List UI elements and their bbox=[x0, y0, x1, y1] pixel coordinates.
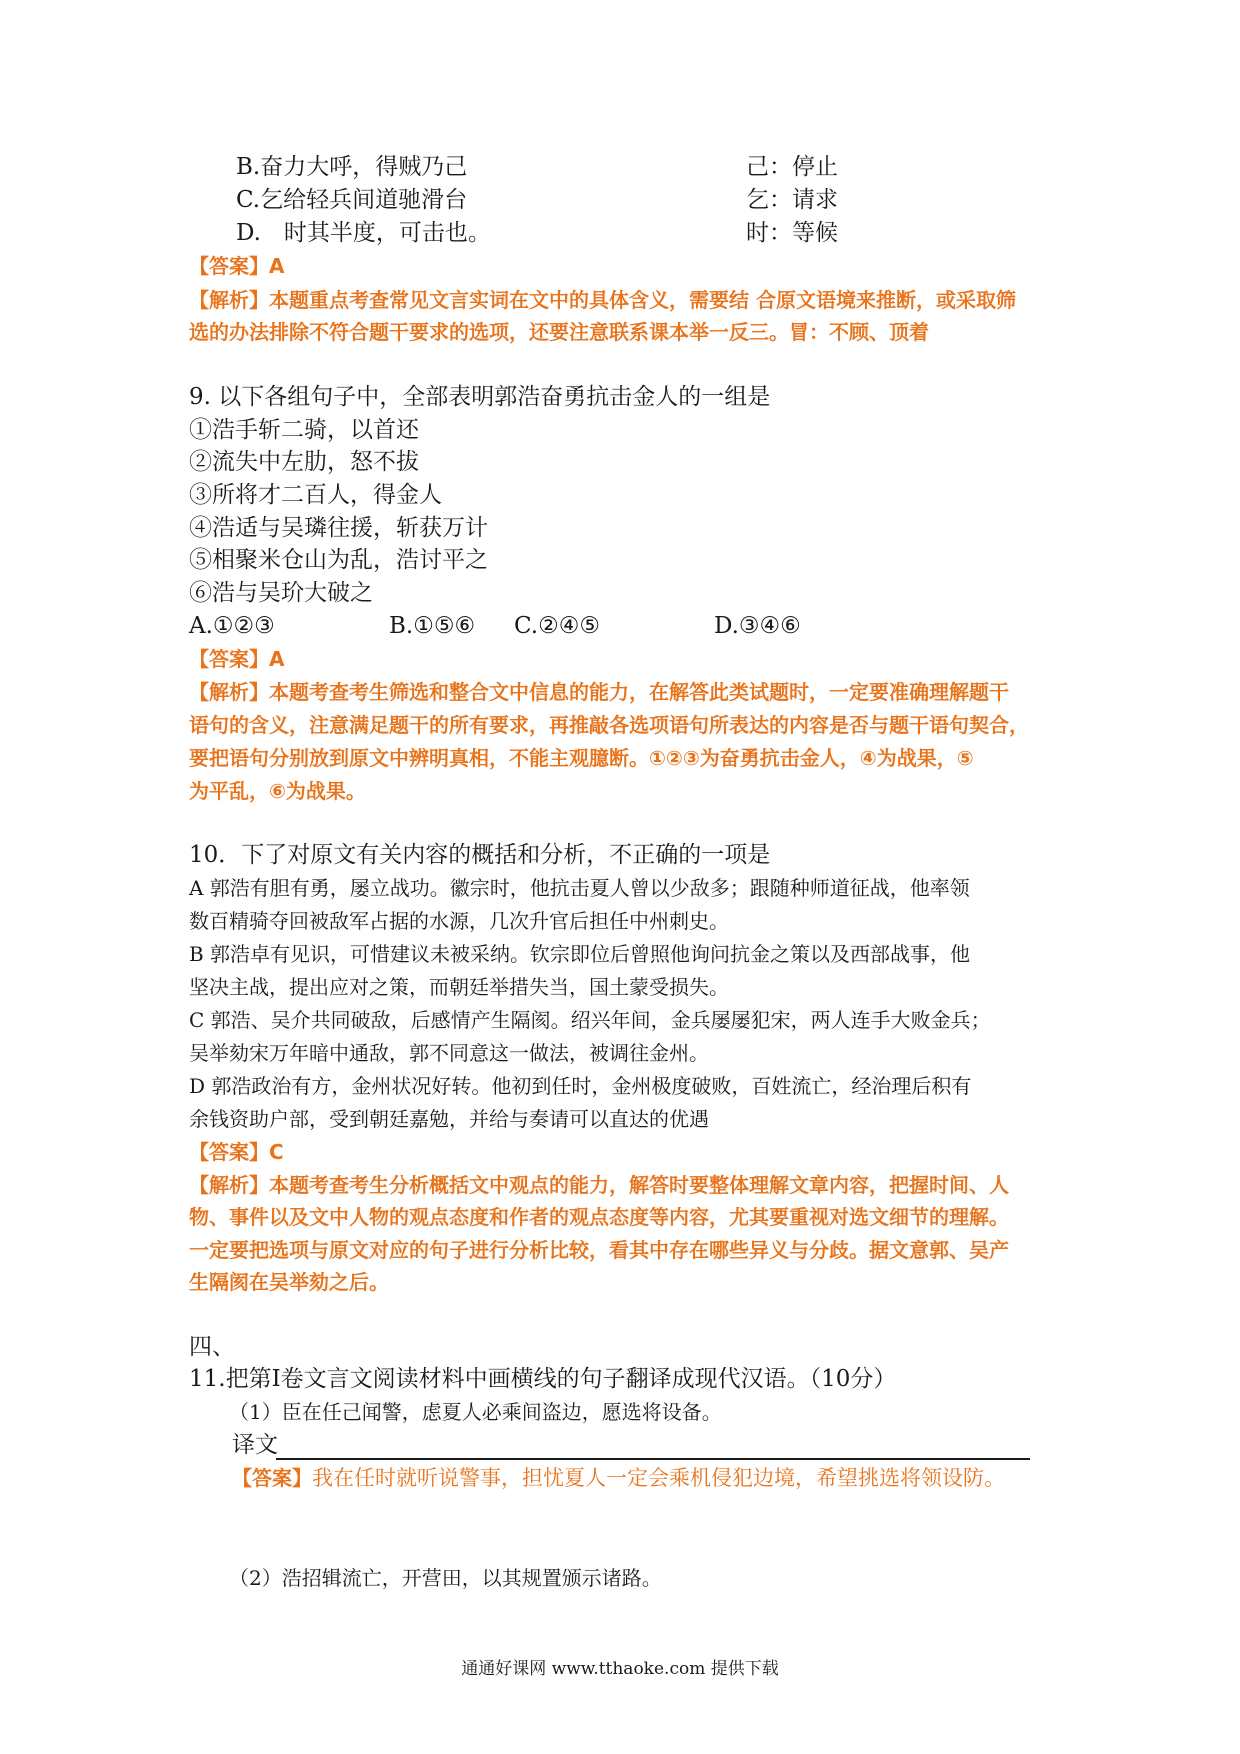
q8-option-d-gloss: 时：等候 bbox=[746, 220, 838, 246]
q9-item: ⑤相聚米仓山为乱，浩讨平之 bbox=[189, 547, 488, 573]
q9-choice-d: D.③④⑥ bbox=[714, 613, 801, 639]
q9-answer: 【答案】A bbox=[189, 647, 285, 671]
q8-answer: 【答案】A bbox=[189, 254, 285, 278]
q9-analysis-line: 【解析】本题考查考生筛选和整合文中信息的能力，在解答此类试题时，一定要准确理解题干 bbox=[189, 680, 1009, 704]
q10-option-line: 吴举劾宋万年暗中通敌，郭不同意这一做法，被调往金州。 bbox=[189, 1041, 709, 1065]
page-footer: 通通好课网 www.tthaoke.com 提供下载 bbox=[461, 1659, 779, 1679]
q9-item: ②流失中左肋，怒不拔 bbox=[189, 449, 419, 475]
q11-translation-label: 译文 bbox=[232, 1432, 278, 1458]
q8-analysis-line: 选的办法排除不符合题干要求的选项，还要注意联系课本举一反三。冒：不顾、顶着 bbox=[189, 320, 929, 344]
q10-option-line: D 郭浩政治有方，金州状况好转。他初到任时，金州极度破败，百姓流亡，经治理后积有 bbox=[189, 1074, 972, 1098]
q9-analysis-line: 要把语句分别放到原文中辨明真相，不能主观臆断。①②③为奋勇抗击金人，④为战果，⑤ bbox=[189, 746, 974, 770]
q10-option-line: A 郭浩有胆有勇，屡立战功。徽宗时，他抗击夏人曾以少敌多；跟随种师道征战，他率领 bbox=[189, 876, 970, 900]
q11-answer-text: 我在任时就听说警事，担忧夏人一定会乘机侵犯边境，希望挑选将领设防。 bbox=[312, 1466, 1005, 1490]
q9-item: ③所将才二百人，得金人 bbox=[189, 482, 442, 508]
q10-option-line: 余钱资助户部，受到朝廷嘉勉，并给与奏请可以直达的优遇 bbox=[189, 1107, 709, 1131]
q8-option-c: C.乞给轻兵间道驰滑台 bbox=[236, 187, 468, 213]
q10-analysis-line: 【解析】本题考查考生分析概括文中观点的能力，解答时要整体理解文章内容，把握时间、人 bbox=[189, 1173, 1009, 1197]
q10-option-line: 数百精骑夺回被敌军占据的水源，几次升官后担任中州刺史。 bbox=[189, 909, 729, 933]
q9-item: ⑥浩与吴玠大破之 bbox=[189, 580, 373, 606]
q8-option-b: B.奋力大呼，得贼乃己 bbox=[236, 154, 468, 180]
translation-blank-line bbox=[276, 1458, 1030, 1460]
q10-option-line: C 郭浩、吴介共同破敌，后感情产生隔阂。绍兴年间，金兵屡屡犯宋，两人连手大败金兵； bbox=[189, 1008, 991, 1032]
q10-analysis-line: 物、事件以及文中人物的观点态度和作者的观点态度等内容，尤其要重视对选文细节的理解。 bbox=[189, 1205, 1009, 1229]
q9-choice-b: B.①⑤⑥ bbox=[389, 613, 476, 639]
q10-option-line: B 郭浩卓有见识，可惜建议未被采纳。钦宗即位后曾照他询问抗金之策以及西部战事，他 bbox=[189, 942, 971, 966]
q10-answer: 【答案】C bbox=[189, 1140, 284, 1164]
q11-stem: 11.把第Ⅰ卷文言文阅读材料中画横线的句子翻译成现代汉语。（10分） bbox=[189, 1366, 897, 1392]
q9-choice-c: C.②④⑤ bbox=[514, 613, 600, 639]
q9-item: ①浩手斩二骑，以首还 bbox=[189, 417, 419, 443]
q11-sub2: （2）浩招辑流亡，开营田，以其规置颁示诸路。 bbox=[229, 1566, 662, 1590]
q9-analysis-line: 语句的含义，注意满足题干的所有要求，再推敲各选项语句所表达的内容是否与题干语句契合， bbox=[189, 713, 1029, 737]
q11-answer bbox=[232, 1463, 1005, 1493]
q11-sub1: （1）臣在任己闻警，虑夏人必乘间盗边，愿选将设备。 bbox=[229, 1400, 722, 1424]
q10-analysis-line: 生隔阂在吴举劾之后。 bbox=[189, 1270, 389, 1294]
q11-answer-tag: 【答案】 bbox=[232, 1466, 312, 1490]
q8-option-b-gloss: 己：停止 bbox=[746, 154, 838, 180]
q8-option-c-gloss: 乞：请求 bbox=[746, 187, 838, 213]
q10-option-line: 坚决主战，提出应对之策，而朝廷举措失当，国土蒙受损失。 bbox=[189, 975, 729, 999]
q8-analysis-line: 【解析】本题重点考查常见文言实词在文中的具体含义，需要结 合原文语境来推断，或采取筛 bbox=[189, 288, 1016, 312]
q9-item: ④浩适与吴璘往援，斩获万计 bbox=[189, 515, 488, 541]
q8-option-d: D. 时其半度，可击也。 bbox=[236, 220, 491, 246]
q9-stem: 9. 以下各组句子中，全部表明郭浩奋勇抗击金人的一组是 bbox=[189, 384, 771, 410]
section-heading: 四、 bbox=[189, 1334, 235, 1360]
q9-analysis-line: 为平乱，⑥为战果。 bbox=[189, 779, 366, 803]
q9-choice-a: A.①②③ bbox=[189, 613, 275, 639]
q10-analysis-line: 一定要把选项与原文对应的句子进行分析比较，看其中存在哪些异义与分歧。据文意郭、吴产 bbox=[189, 1238, 1009, 1262]
q10-stem: 10．下了对原文有关内容的概括和分析，不正确的一项是 bbox=[189, 842, 771, 868]
